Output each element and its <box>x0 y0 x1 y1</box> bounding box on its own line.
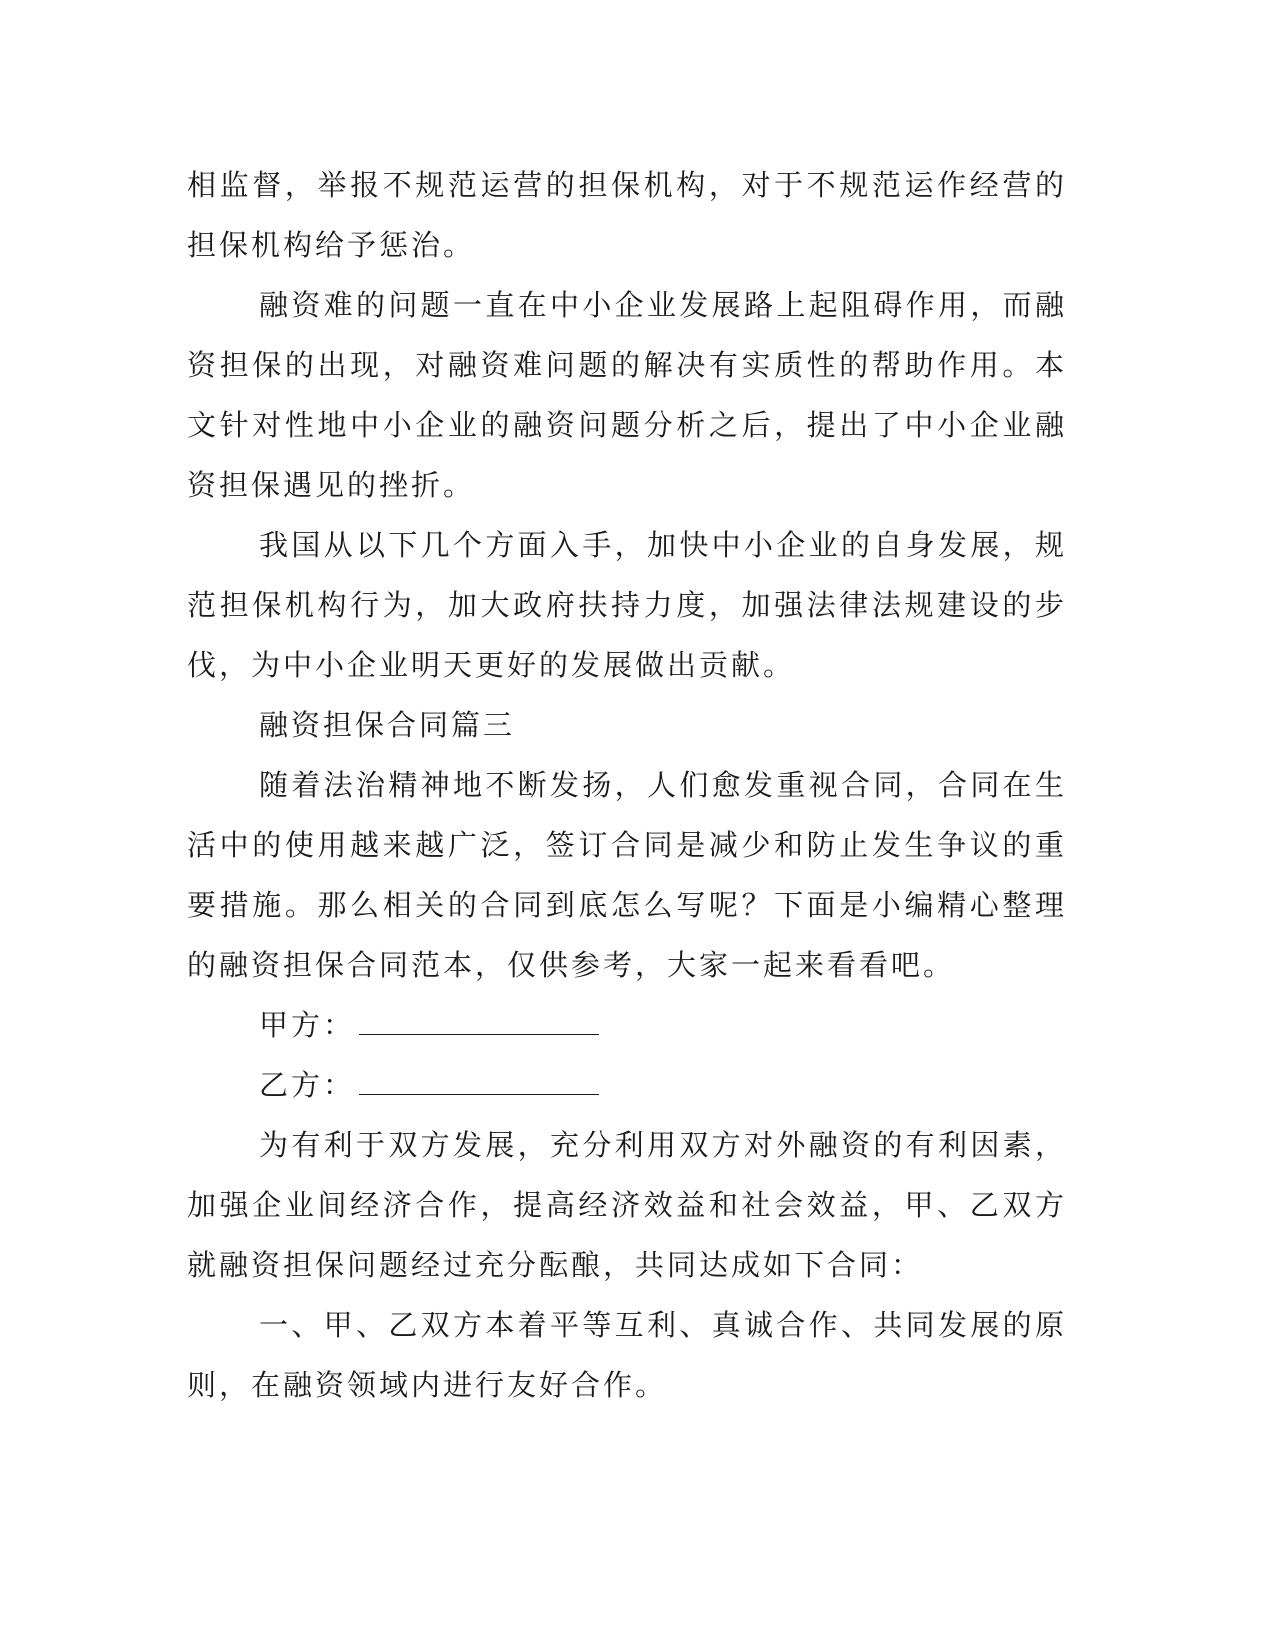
paragraph-agreement-preamble: 为有利于双方发展，充分利用双方对外融资的有利因素，加强企业间经济合作，提高经济效益和社会效益，甲、乙双方就融资担保问题经过充分酝酿，共同达成如下合同： <box>187 1128 1067 1282</box>
section-heading: 融资担保合同篇三 <box>259 708 516 742</box>
party-a-line <box>187 995 1067 1055</box>
paragraph-measures: 我国从以下几个方面入手，加快中小企业的自身发展，规范担保机构行为，加大政府扶持力度，加强法律法规建设的步伐，为中小企业明天更好的发展做出贡献。 <box>187 528 1067 682</box>
paragraph-introduction: 随着法治精神地不断发扬，人们愈发重视合同，合同在生活中的使用越来越广泛，签订合同是减少和防止发生争议的重要措施。那么相关的合同到底怎么写呢？下面是小编精心整理的融资担保合同范本，仅供参考，大家一起来看看吧。 <box>187 768 1067 982</box>
party-b-line <box>187 1055 1067 1115</box>
party-b-label: 乙方： <box>259 1068 356 1102</box>
party-a-blank-field[interactable] <box>359 1033 599 1035</box>
paragraph-financing-difficulty: 融资难的问题一直在中小企业发展路上起阻碍作用，而融资担保的出现，对融资难问题的解决有实质性的帮助作用。本文针对性地中小企业的融资问题分析之后，提出了中小企业融资担保遇见的挫折。 <box>187 288 1067 502</box>
party-a-label: 甲方： <box>259 1008 356 1042</box>
party-b-blank-field[interactable] <box>359 1093 599 1095</box>
paragraph-supervision: 相监督，举报不规范运营的担保机构，对于不规范运作经营的担保机构给予惩治。 <box>187 168 1067 262</box>
document-body <box>187 155 1067 1415</box>
clause-one: 一、甲、乙双方本着平等互利、真诚合作、共同发展的原则，在融资领域内进行友好合作。 <box>187 1308 1067 1402</box>
